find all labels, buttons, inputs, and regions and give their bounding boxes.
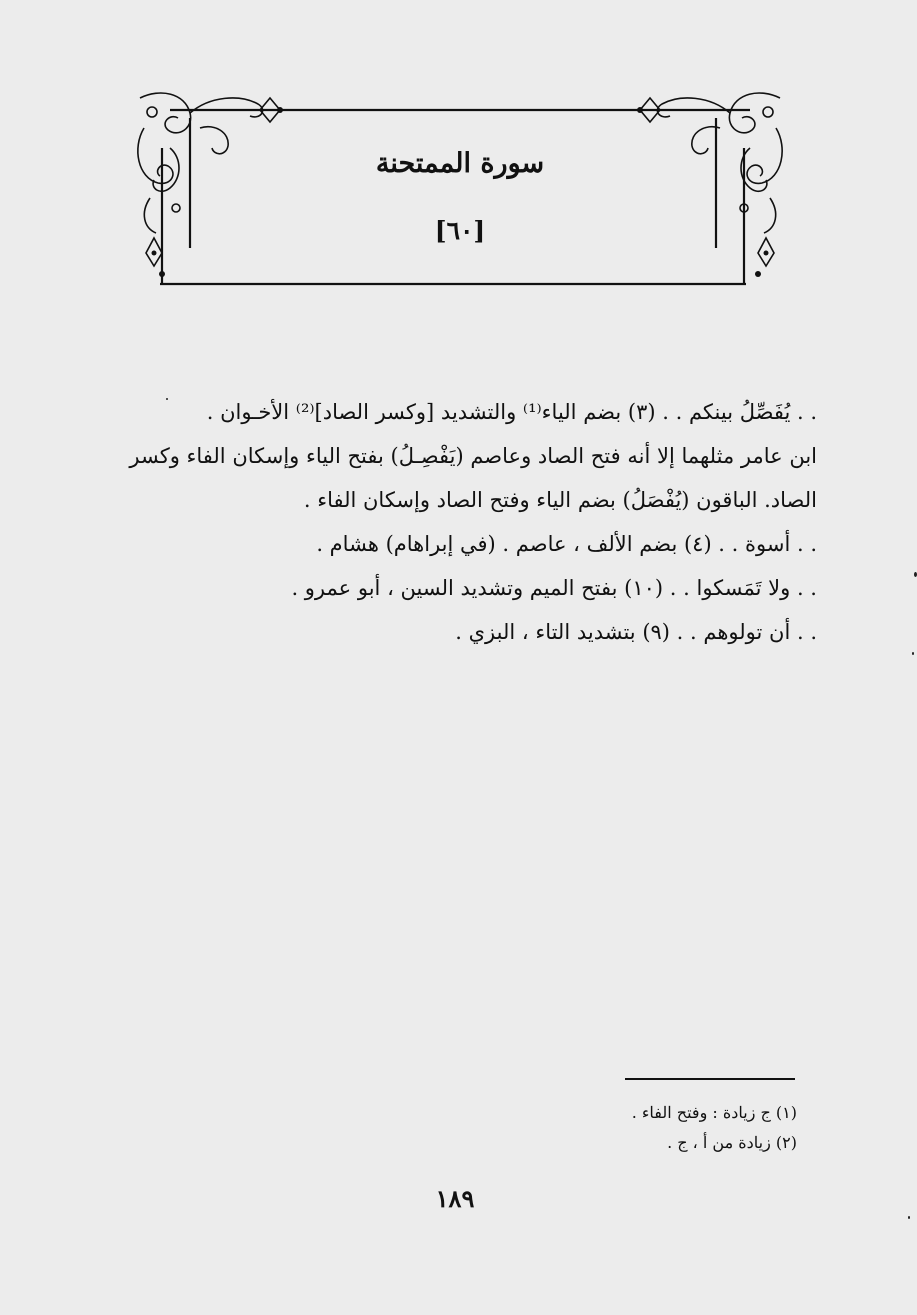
- surah-number: [٦٠]: [434, 216, 486, 245]
- footnote-item: (٢) زيادة من أ ، ج .: [667, 1133, 797, 1152]
- page-number: ١٨٩: [435, 1184, 475, 1213]
- scan-speck: [166, 398, 168, 400]
- scan-speck: [908, 1216, 910, 1219]
- ornament-border: [130, 88, 790, 296]
- text-line: . . أن تولوهم . . (٩) بتشديد التاء ، البزي .: [455, 620, 817, 644]
- footnote-item: (١) ج زيادة : وفتح الفاء .: [631, 1103, 797, 1122]
- text-line: الصاد. الباقون (يُفْصَلُ) بضم الياء وفتح الصاد وإسكان الفاء .: [303, 488, 817, 512]
- text-line: . . ولا تَمَسكوا . . (١٠) بفتح الميم وتشديد السين ، أبو عمرو .: [291, 576, 817, 600]
- footnotes: [632, 1098, 797, 1158]
- text-line: . . أسوة . . (٤) بضم الألف ، عاصم . (في إبراهام) هشام .: [316, 532, 817, 556]
- scan-speck: [912, 652, 914, 655]
- footnote-divider: [625, 1078, 795, 1080]
- main-text-block: [97, 390, 817, 654]
- ornamental-header-frame: [130, 88, 790, 296]
- surah-title: سورة الممتحنة: [375, 148, 545, 179]
- text-line: . . يُفَصِّلُ بينكم . . (٣) بضم الياء⁽¹⁾ والتشديد [وكسر الصاد]⁽²⁾ الأخـوان .: [206, 400, 817, 424]
- text-line: ابن عامر مثلهما إلا أنه فتح الصاد وعاصم (يَفْصِـلُ) بفتح الياء وإسكان الفاء وكسر: [129, 444, 817, 468]
